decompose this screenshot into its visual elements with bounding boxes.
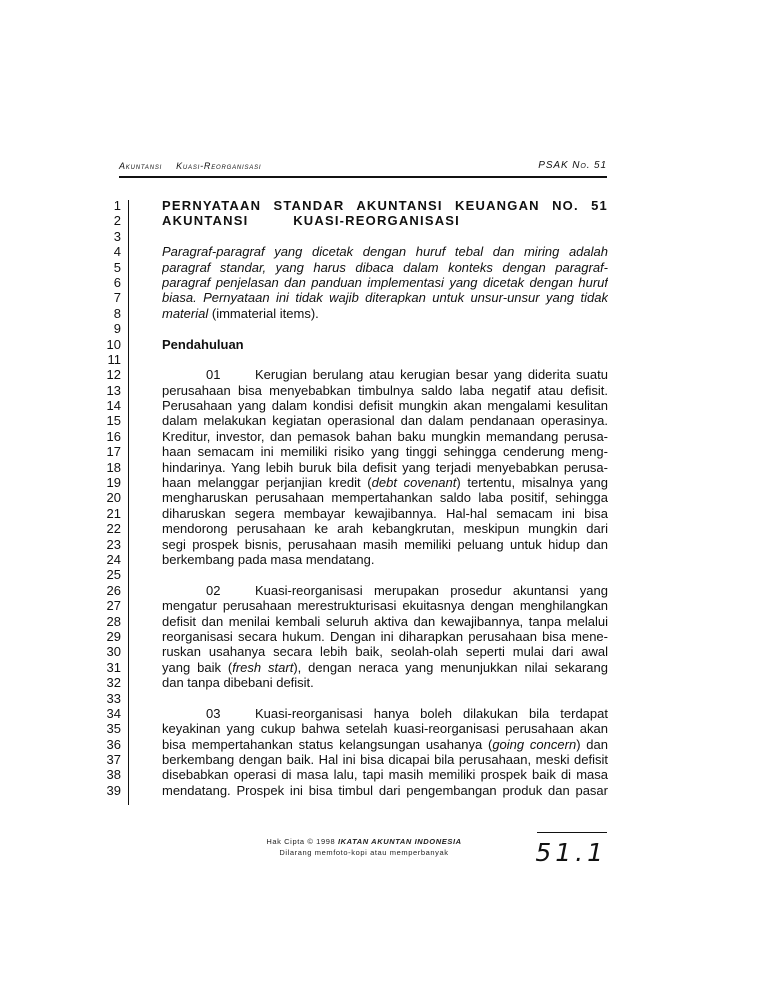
paragraph-02-first-line: 02 Kuasi-reorganisasi merupakan prosedur akuntansi yang [162,583,608,598]
copyright-footer [244,836,484,858]
body-line: berkembang pada masa mendatang. [162,551,375,567]
line-number: 11 [107,351,121,367]
body-line: mendorong perusahaan ke arah kebangkrutan, meskipun mungkin dari [162,521,608,537]
page-number: 51.1 [535,838,607,867]
paragraph-03-first-line: 03 Kuasi-reorganisasi hanya boleh dilakukan bila terdapat [162,706,608,721]
line-number: 2 [113,213,121,229]
line-number: 33 [106,690,121,706]
body-line: diharuskan segera membayar kewajibannya. Hal-hal semacam ini bisa [162,505,608,521]
body-line: Perusahaan yang dalam kondisi defisit mungkin akan mengalami kesulitan [162,398,608,414]
line-number: 6 [113,274,121,290]
line-number: 23 [106,536,121,552]
line-number: 30 [106,644,121,660]
body-line: bisa mempertahankan status kelangsungan usahanya (going concern) dan [162,736,608,752]
body-line: defisit dan menilai kembali seluruh aktiva dan kewajibannya, tanpa melalui [162,613,608,629]
body-line: dan tanpa dibebani defisit. [162,675,314,691]
blank-line [162,691,608,706]
line-number: 21 [106,505,121,521]
line-numbers-column [96,198,121,798]
body-line: Kreditur, investor, dan pemasok bahan baku mungkin memandang perusa- [162,428,608,444]
line-number: 28 [106,613,121,629]
line-number: 31 [106,659,121,675]
document-title-line-2: AKUNTANSI KUASI-REORGANISASI [162,213,460,229]
intro-line: biasa. Pernyataan ini tidak wajib diterapkan untuk unsur-unsur yang tidak [162,290,608,306]
gutter-divider [128,200,129,805]
intro-line: Paragraf-paragraf yang dicetak dengan huruf tebal dan miring adalah [162,244,608,260]
body-line: haan melanggar perjanjian kredit (debt covenant) tertentu, misalnya yang [162,475,608,491]
section-heading: Pendahuluan [162,336,244,352]
body-line: disebabkan operasi di masa lalu, tapi masih memiliki prospek baik di masa [162,767,608,783]
line-number: 25 [106,567,121,583]
intro-line: paragraf standar, yang harus dibaca dalam konteks dengan paragraf- [162,259,608,275]
document-body [162,198,608,798]
body-line: yang baik (fresh start), dengan neraca yang menunjukkan nilai sekarang [162,659,608,675]
body-line: mengharuskan perusahaan mempertahankan saldo laba positif, sehingga [162,490,608,506]
line-number: 1 [113,198,121,213]
blank-line [162,352,608,367]
blank-line [162,567,608,582]
line-number: 13 [106,382,121,398]
line-number: 24 [106,551,121,567]
line-number: 27 [106,598,121,614]
line-number: 8 [113,305,121,321]
body-line: haan semacam ini memiliki risiko yang tinggi sehingga cenderung meng- [162,444,608,460]
line-number: 20 [106,490,121,506]
line-number: 17 [106,444,121,460]
line-number: 36 [106,736,121,752]
line-number: 35 [106,721,121,737]
line-number: 38 [106,767,121,783]
line-number: 14 [106,398,121,414]
copyright-prefix: Hak Cipta © 1998 [266,837,336,846]
line-number: 29 [106,628,121,644]
body-line: mendatang. Prospek ini bisa timbul dari pengembangan produk dan pasar [162,782,608,798]
header-standard-topic: Kuasi-Reorganisasi [176,161,262,171]
line-number: 18 [106,459,121,475]
line-number: 12 [106,367,121,383]
line-number: 9 [113,321,121,337]
copy-notice: Dilarang memfoto-kopi atau memperbanyak [279,848,449,857]
page-number-rule [537,832,607,833]
paragraph-number: 01 [206,367,221,383]
paragraph-number: 02 [206,582,221,598]
body-line: perusahaan bisa menyebabkan timbulnya saldo laba negatif atau defisit. [162,382,608,398]
line-number: 5 [113,259,121,275]
body-line: hindarinya. Yang lebih buruk bila defisit yang terjadi menyebabkan perusa- [162,459,608,475]
body-line: dalam melakukan kegiatan operasional dan dalam pendanaan operasinya. [162,413,608,429]
line-number: 15 [106,413,121,429]
paragraph-01-first-line: 01 Kerugian berulang atau kerugian besar yang diderita suatu [162,367,608,382]
line-number: 37 [106,752,121,768]
intro-line-last: material (immaterial items). [162,305,319,321]
running-header-title [119,161,261,171]
line-number: 7 [113,290,121,306]
line-number: 26 [106,582,121,598]
body-line: mengatur perusahaan merestrukturisasi ekuitasnya dengan menghilangkan [162,598,608,614]
line-number: 16 [106,428,121,444]
intro-line: paragraf penjelasan dan panduan implementasi yang dicetak dengan huruf [162,274,608,290]
document-title-line-1: PERNYATAAN STANDAR AKUNTANSI KEUANGAN NO. 51 [162,198,608,213]
paragraph-number: 03 [206,705,221,721]
body-line: reorganisasi secara hukum. Dengan ini diharapkan perusahaan bisa mene- [162,628,608,644]
blank-line [162,321,608,336]
copyright-organization: IKATAN AKUNTAN INDONESIA [337,837,462,846]
body-line: ruskan usahanya secara lebih baik, seolah-olah seperti mulai dari awal [162,644,608,660]
blank-line [162,229,608,244]
line-number: 10 [106,336,121,352]
line-number: 34 [106,705,121,721]
body-line: segi prospek bisnis, perusahaan masih memiliki peluang untuk hidup dan [162,536,608,552]
body-line: berkembang dengan baik. Hal ini bisa dicapai bila perusahaan, meski defisit [162,752,608,768]
line-number: 4 [113,244,121,260]
line-number: 19 [106,475,121,491]
line-number: 3 [113,228,121,244]
line-number: 32 [106,675,121,691]
line-number: 39 [106,782,121,798]
line-number: 22 [106,521,121,537]
header-standard-name: Akuntansi [119,161,163,171]
header-psak-number: PSAK No. 51 [538,160,607,171]
header-rule [119,176,607,178]
body-line: keyakinan yang cukup bahwa setelah kuasi-reorganisasi perusahaan akan [162,721,608,737]
